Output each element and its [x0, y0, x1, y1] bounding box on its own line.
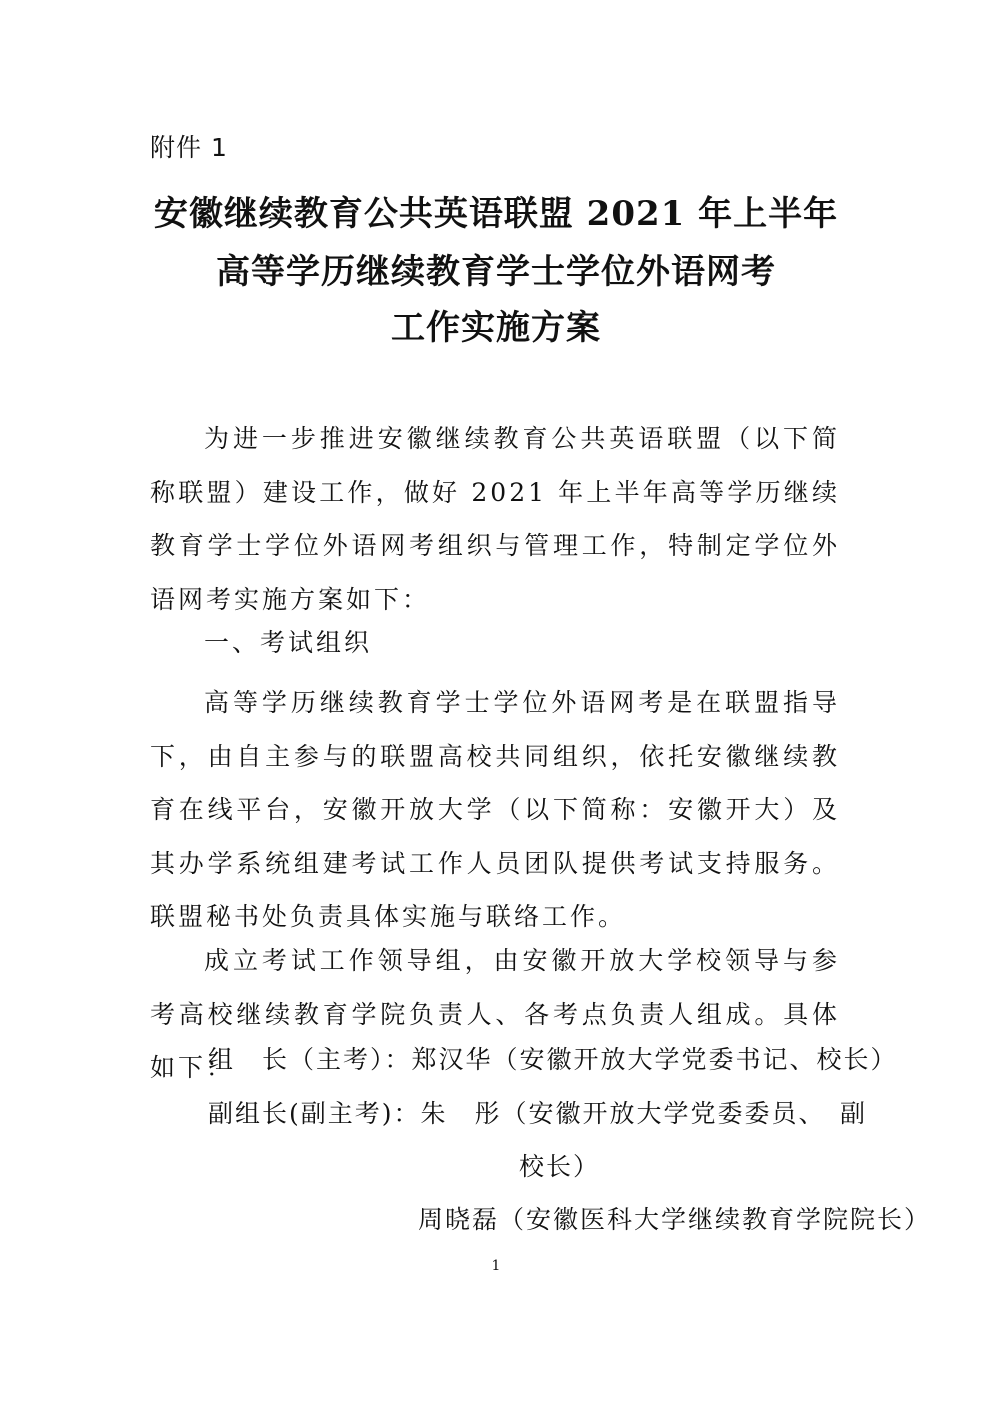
exam-organization-paragraph: 高等学历继续教育学士学位外语网考是在联盟指导下，由自主参与的联盟高校共同组织，依托安徽继续教育在线平台，安徽开放大学（以下简称：安徽开大）及其办学系统组建考试工作人员团队提供考试支持服务。联盟秘书处负责具体实施与联络工作。	[150, 688, 840, 931]
leader-line: 组 长（主考）：郑汉华（安徽开放大学党委书记、校长）	[208, 1045, 898, 1074]
deputy-leader-line-continued: 校长）	[519, 1152, 601, 1181]
intro-paragraph: 为进一步推进安徽继续教育公共英语联盟（以下简称联盟）建设工作，做好 2021 年上半年高等学历继续教育学士学位外语网考组织与管理工作，特制定学位外语网考实施方案如下：	[150, 424, 840, 614]
title-line-2: 高等学历继续教育学士学位外语网考	[216, 252, 776, 292]
page-number: 1	[491, 1258, 501, 1274]
deputy-leader-line: 副组长(副主考)：朱 彤（安徽开放大学党委委员、 副	[208, 1099, 868, 1128]
section-heading-exam-organization: 一、考试组织	[204, 628, 373, 657]
title-line-1: 安徽继续教育公共英语联盟 2021 年上半年	[153, 194, 839, 234]
leadership-group-paragraph: 成立考试工作领导组，由安徽开放大学校领导与参考高校继续教育学院负责人、各考点负责人组成。具体如下：	[150, 946, 840, 1082]
attachment-label: 附件 1	[150, 133, 228, 162]
deputy-leader-2-line: 周晓磊（安徽医科大学继续教育学院院长）	[418, 1205, 932, 1234]
title-line-3: 工作实施方案	[391, 308, 601, 348]
